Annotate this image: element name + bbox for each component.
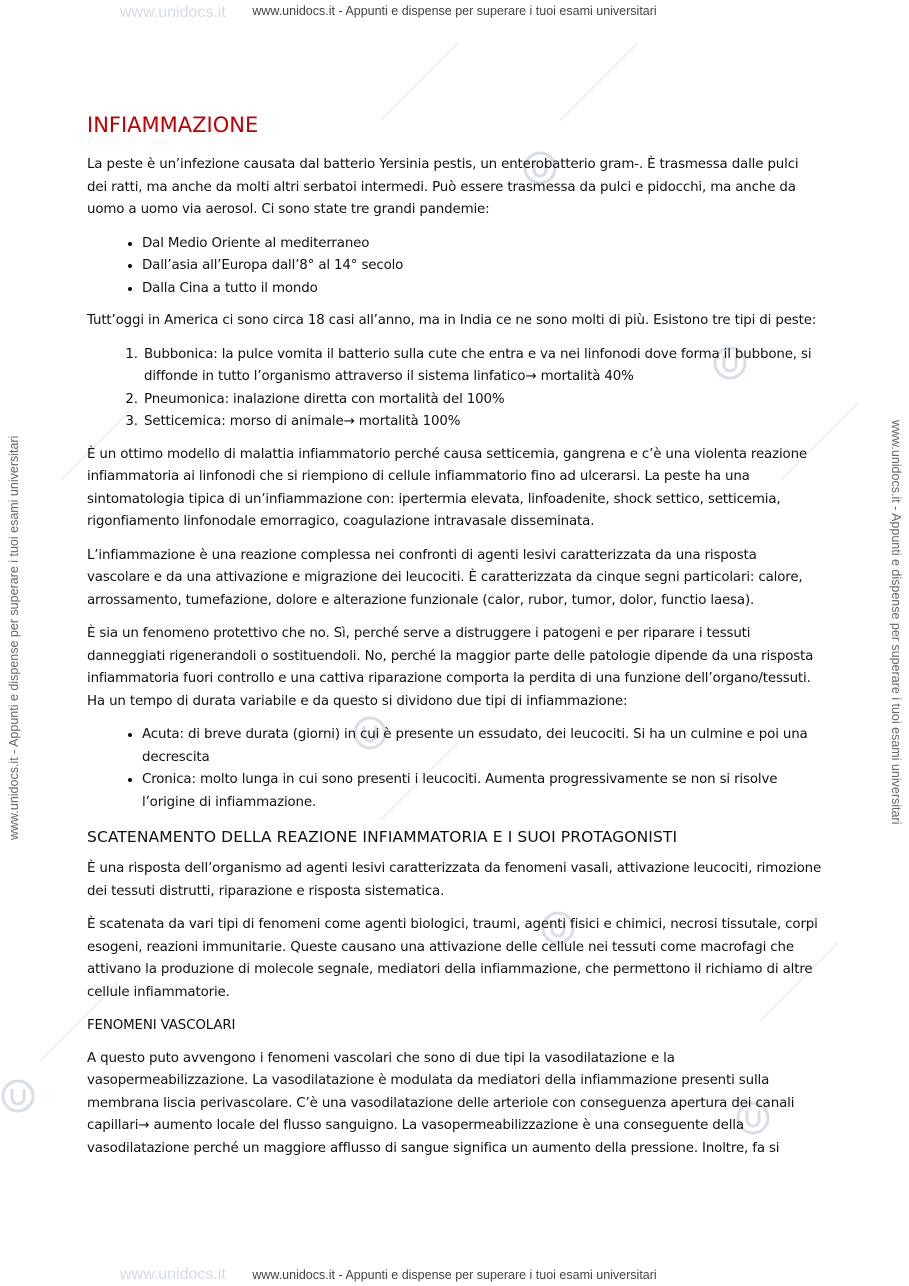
paragraph-model: È un ottimo modello di malattia infiammatorio perché causa setticemia, gangrena e c’è una violenta reazione infiammatoria ai linfonodi che si riempiono di cellule infiammatorio fino ad ulcerarsi. La peste ha una sintomatologia tipica di un’infiammazione con: ipertermia elevata, linfoadenite, shock settico, setticemia, rigonfiamento linfonodale emorragico, coagulazione intravasale disseminata.: [87, 446, 808, 529]
unidocs-logo-icon: [0, 1078, 36, 1114]
side-watermark-right: www.unidocs.it - Appunti e dispense per superare i tuoi esami universitari: [889, 420, 903, 825]
faint-watermark-text: www.unidocs.it: [120, 1266, 226, 1283]
plague-types-list: [87, 344, 822, 434]
list-item: 2. Pneumonica: inalazione diretta con mortalità del 100%: [142, 389, 822, 412]
list-item: • Dalla Cina a tutto il mondo: [142, 278, 822, 301]
list-item: 1. Bubbonica: la pulce vomita il batterio sulla cute che entra e va nei linfonodi dove forma il bubbone, si diffonde in tutto l’organismo attraverso il sistema linfatico→ mortalità 40%: [142, 344, 822, 389]
list-item: • Dal Medio Oriente al mediterraneo: [142, 233, 822, 256]
list-item: 3. Setticemica: morso di animale→ mortalità 100%: [142, 411, 822, 434]
paragraph: È una risposta dell’organismo ad agenti lesivi caratterizzata da fenomeni vasali, attivazione leucociti, rimozione dei tessuti distrutti, riparazione e risposta sistematica.: [87, 861, 822, 899]
inflammation-kinds-list: [87, 724, 822, 814]
subsection-heading: FENOMENI VASCOLARI: [87, 1018, 236, 1033]
list-item: • Cronica: molto lunga in cui sono presenti i leucociti. Aumenta progressivamente se non si risolve l’origine di infiammazione.: [142, 769, 822, 814]
list-item: • Acuta: di breve durata (giorni) in cui è presente un essudato, dei leucociti. Si ha un culmine e poi una decrescita: [142, 724, 822, 769]
header-watermark: www.unidocs.it - Appunti e dispense per superare i tuoi esami universitari: [252, 4, 657, 18]
section-heading: SCATENAMENTO DELLA REAZIONE INFIAMMATORIA E I SUOI PROTAGONISTI: [87, 828, 678, 846]
paragraph: A questo puto avvengono i fenomeni vascolari che sono di due tipi la vasodilatazione e la vasopermeabilizzazione. La vasodilatazione è modulata da mediatori della infiammazione presenti sulla membrana liscia perivascolare. C’è una vasodilatazione delle arteriole con conseguenza apertura dei canali capillari→ aumento locale del flusso sanguigno. La vasopermeabilizzazione è una conseguente della vasodilatazione perché un maggiore afflusso di sangue significa un aumento della pressione. Inoltre, fa si: [87, 1050, 795, 1156]
paragraph-definition: L’infiammazione è una reazione complessa nei confronti di agenti lesivi caratterizzata da una risposta vascolare e da una attivazione e migrazione dei leucociti. È caratterizzata da cinque segni particolari: calore, arrossamento, tumefazione, dolore e alterazione funzionale (calor, rubor, tumor, dolor, functio laesa).: [87, 547, 803, 608]
document-page: [87, 108, 822, 1171]
faint-watermark-text: www.unidocs.it: [120, 4, 226, 21]
paragraph-protective: È sia un fenomeno protettivo che no. Sì, perché serve a distruggere i patogeni e per riparare i tessuti danneggiati rigenerandoli o sostituendoli. No, perché la maggior parte delle patologie dipende da una risposta infiammatoria fuori controllo e una cattiva riparazione comporta la perdita di una funzione dell’organo/tessuti. Ha un tempo di durata variabile e da questo si dividono due tipi di infiammazione:: [87, 626, 814, 709]
footer-watermark: www.unidocs.it - Appunti e dispense per superare i tuoi esami universitari: [252, 1268, 657, 1282]
page-title: INFIAMMAZIONE: [87, 113, 259, 137]
paragraph-cases: Tutt’oggi in America ci sono circa 18 casi all’anno, ma in India ce ne sono molti di più. Esistono tre tipi di peste:: [87, 313, 817, 328]
pandemics-list: [87, 233, 822, 301]
list-item: • Dall’asia all’Europa dall’8° al 14° secolo: [142, 255, 822, 278]
paragraph-intro: La peste è un’infezione causata dal batterio Yersinia pestis, un enterobatterio gram-. È trasmessa dalle pulci dei ratti, ma anche da molti altri serbatoi intermedi. Può essere trasmessa da pulci e pidocchi, ma anche da uomo a uomo via aerosol. Ci sono state tre grandi pandemie:: [87, 157, 799, 217]
paragraph: È scatenata da vari tipi di fenomeni come agenti biologici, traumi, agenti fisici e chimici, necrosi tissutale, corpi esogeni, reazioni immunitarie. Queste causano una attivazione delle cellule nei tessuti come macrofagi che attivano la produzione di molecole segnale, mediatori della infiammazione, che permettono il richiamo di altre cellule infiammatorie.: [87, 917, 818, 1000]
side-watermark-left: www.unidocs.it - Appunti e dispense per superare i tuoi esami universitari: [7, 435, 21, 840]
